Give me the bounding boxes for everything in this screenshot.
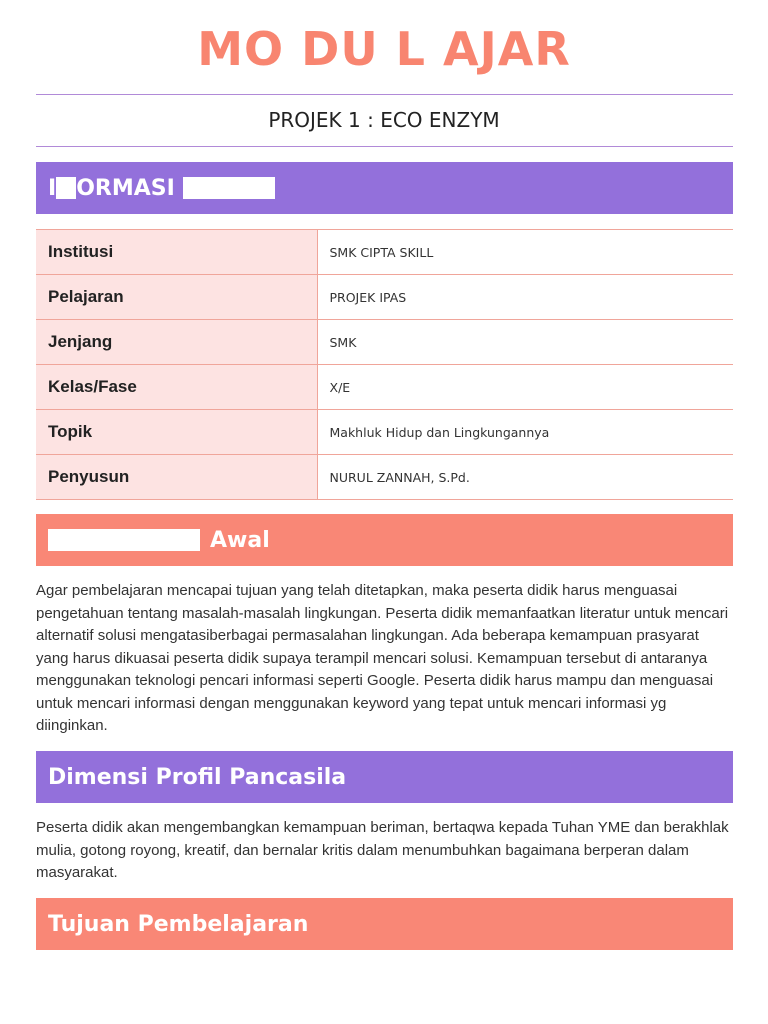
info-label: Kelas/Fase [36, 365, 317, 410]
info-row [36, 275, 733, 320]
section-header-dimensi [36, 751, 733, 803]
top-divider [36, 94, 733, 95]
info-row [36, 365, 733, 410]
paragraph-awal: Agar pembelajaran mencapai tujuan yang telah ditetapkan, maka peserta didik harus menguasai pengetahuan tentang masalah-masalah lingkungan. Peserta didik memanfaatkan literatur untuk mencari alternatif solusi mengatasiberbagai permasalahan lingkungan. Ada beberapa kemampuan prasyarat yang harus dikuasai peserta didik supaya terampil mencari solusi. Kemampuan tersebut di antaranya menggunakan teknologi pencari informasi seperti Google. Peserta didik harus mampu dan menguasai untuk mencari informasi dengan menggunakan keyword yang tepat untuk mencari informasi yg diinginkan. [36, 582, 729, 734]
paragraph-dimensi: Peserta didik akan mengembangkan kemampuan beriman, bertaqwa kepada Tuhan YME dan berakhlak mulia, gotong royong, kreatif, dan bernalar kritis dalam menumbuhkan bagaimana berperan dalam masyarakat. [36, 819, 729, 881]
document-title: MO DU L AJAR [197, 22, 571, 76]
info-row [36, 455, 733, 500]
section-heading-text: I [48, 175, 57, 201]
info-label: Institusi [36, 230, 317, 275]
section-header-tujuan [36, 898, 733, 950]
info-value: PROJEK IPAS [317, 275, 733, 320]
info-table [36, 229, 733, 500]
subtitle-divider [36, 146, 733, 147]
info-label: Jenjang [36, 320, 317, 365]
redaction-mark [56, 177, 76, 199]
section-heading-text-2: ORMASI [76, 175, 175, 201]
section-header-informasi [36, 162, 733, 214]
info-value: NURUL ZANNAH, S.Pd. [317, 455, 733, 500]
info-label: Pelajaran [36, 275, 317, 320]
info-row [36, 320, 733, 365]
section-heading-text: Awal [210, 527, 270, 553]
section-heading-text: Dimensi Profil Pancasila [48, 764, 347, 790]
info-label: Topik [36, 410, 317, 455]
info-value: SMK [317, 320, 733, 365]
redaction-mark [183, 177, 275, 199]
redaction-mark [48, 529, 200, 551]
info-value: Makhluk Hidup dan Lingkungannya [317, 410, 733, 455]
document-subtitle: PROJEK 1 : ECO ENZYM [268, 108, 500, 132]
info-row [36, 410, 733, 455]
section-header-awal [36, 514, 733, 566]
info-value: X/E [317, 365, 733, 410]
info-label: Penyusun [36, 455, 317, 500]
info-row [36, 230, 733, 275]
info-value: SMK CIPTA SKILL [317, 230, 733, 275]
section-heading-text: Tujuan Pembelajaran [48, 911, 309, 937]
